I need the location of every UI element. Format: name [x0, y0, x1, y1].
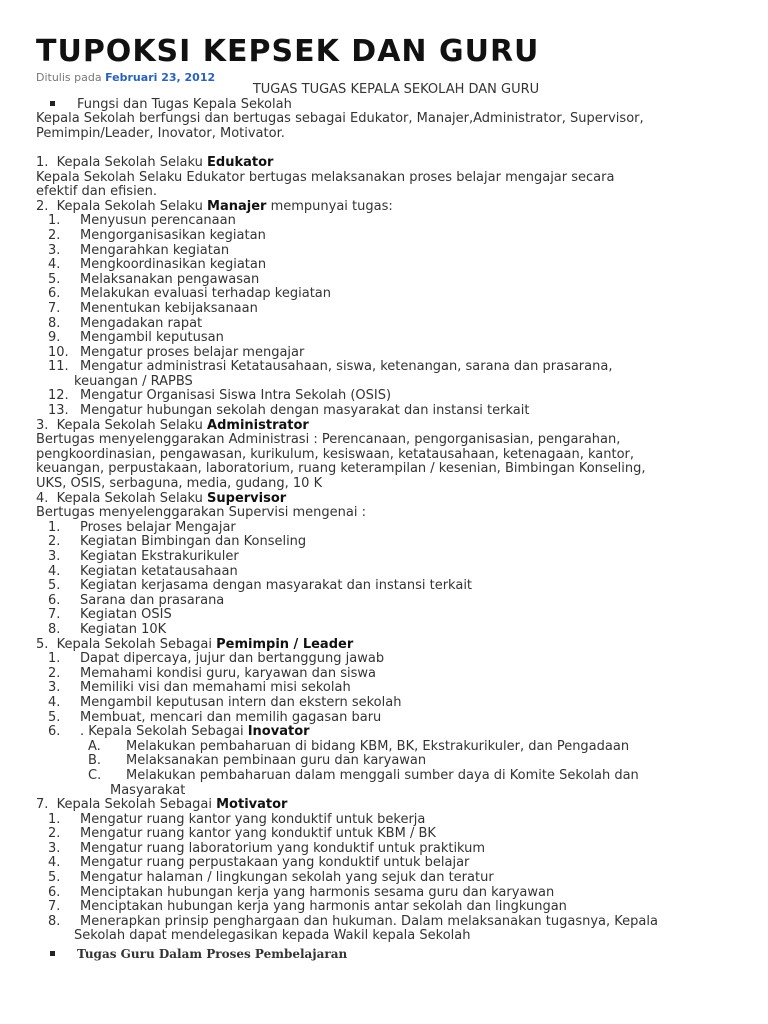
list-item: [36, 711, 736, 726]
list-item-text: Kegiatan OSIS: [80, 607, 172, 623]
list-item: [36, 229, 736, 244]
list-item-text: Menciptakan hubungan kerja yang harmonis antar sekolah dan lingkungan: [80, 899, 567, 915]
list-item: [36, 696, 736, 711]
list-item-text: Mengatur ruang kantor yang konduktif untuk KBM / BK: [80, 826, 436, 842]
list-number: 5.: [48, 709, 61, 725]
list-item-text: Mengadakan rapat: [80, 315, 203, 331]
list-item-text: Sarana dan prasarana: [80, 592, 225, 608]
paragraph-line: Bertugas menyelenggarakan Administrasi : Perencanaan, pengorganisasian, pengarahan,: [36, 432, 621, 448]
meta-prefix: Ditulis pada: [36, 71, 102, 84]
list-item-text: Dapat dipercaya, jujur dan bertanggung jawab: [80, 651, 385, 667]
list-item-text: Mengambil keputusan: [80, 330, 224, 346]
list-number: 8.: [48, 913, 61, 929]
list-item: [36, 244, 736, 259]
list-item: [36, 317, 736, 332]
list-item-text: Kegiatan kerjasama dengan masyarakat dan instansi terkait: [80, 578, 473, 594]
heading-tugas-guru: Tugas Guru Dalam Proses Pembelajaran: [36, 947, 736, 962]
list-item: [36, 856, 736, 871]
list-number: 6.: [48, 592, 61, 608]
list-item-text: Memiliki visi dan memahami misi sekolah: [80, 680, 351, 696]
post-date-link[interactable]: Februari 23, 2012: [105, 71, 216, 84]
list-item-text: Mengatur ruang kantor yang konduktif untuk bekerja: [80, 811, 426, 827]
list-number: 4.: [48, 257, 61, 273]
section-heading-pemimpin: 5. Kepala Sekolah Sebagai Pemimpin / Leader: [36, 636, 354, 652]
list-item: [36, 813, 736, 828]
list-item-text: Mengarahkan kegiatan: [80, 242, 230, 258]
list-item-text: Mengatur ruang laboratorium yang konduktif untuk praktikum: [80, 840, 486, 856]
list-item-text: Mengatur ruang perpustakaan yang konduktif untuk belajar: [80, 855, 470, 871]
list-item: [36, 579, 736, 594]
list-number: 2.: [48, 826, 61, 842]
list-item: [36, 360, 736, 375]
list-item-text: Mengkoordinasikan kegiatan: [80, 257, 267, 273]
list-item: [36, 871, 736, 886]
list-item-text: Menerapkan prinsip penghargaan dan hukuman. Dalam melaksanakan tugasnya, Kepala: [80, 913, 658, 929]
list-item: [36, 594, 736, 609]
sub-list-letter: B.: [88, 753, 102, 769]
list-item: [36, 346, 736, 361]
list-item: [36, 214, 736, 229]
list-number: 8.: [48, 621, 61, 637]
list-item: [36, 258, 736, 273]
section-heading-motivator: 7. Kepala Sekolah Sebagai Motivator: [36, 797, 288, 813]
section-heading-manajer: 2. Kepala Sekolah Selaku Manajer mempunyai tugas:: [36, 198, 393, 214]
list-item: [36, 623, 736, 638]
paragraph-line: UKS, OSIS, serbaguna, media, gudang, 10 K: [36, 476, 323, 492]
paragraph-line: efektif dan efisien.: [36, 184, 158, 200]
list-item-text: Menyusun perencanaan: [80, 213, 236, 229]
list-item: [36, 667, 736, 682]
intro-line: Kepala Sekolah berfungsi dan bertugas sebagai Edukator, Manajer,Administrator, Supervisor,: [36, 111, 644, 127]
list-item-text: Melaksanakan pengawasan: [80, 271, 260, 287]
list-number: 5.: [48, 870, 61, 886]
paragraph-line: keuangan, perpustakaan, laboratorium, ruang keterampilan / kesenian, Bimbingan Konseling,: [36, 461, 646, 477]
list-item-text: Kegiatan 10K: [80, 621, 167, 637]
list-item-text: Proses belajar Mengajar: [80, 519, 236, 535]
list-number: 5.: [48, 271, 61, 287]
list-item-continuation: Masyarakat: [110, 782, 186, 798]
list-item: [36, 331, 736, 346]
subtitle: TUGAS TUGAS KEPALA SEKOLAH DAN GURU: [252, 82, 540, 97]
list-number: 4.: [48, 855, 61, 871]
list-item-text: Mengatur administrasi Ketatausahaan, siswa, ketenangan, sarana dan prasarana,: [80, 359, 613, 375]
article-body: [36, 83, 736, 962]
list-number: 2.: [48, 227, 61, 243]
list-item-text: Kegiatan ketatausahaan: [80, 563, 238, 579]
section-heading-administrator: 3. Kepala Sekolah Selaku Administrator: [36, 417, 309, 433]
list-number: 5.: [48, 578, 61, 594]
sub-list-text: Melakukan pembaharuan dalam menggali sumber daya di Komite Sekolah dan: [126, 767, 639, 783]
list-number: 3.: [48, 549, 61, 564]
list-item: [36, 550, 736, 565]
list-number: 6.: [48, 286, 61, 302]
list-number: 2.: [48, 665, 61, 681]
list-item: [36, 681, 736, 696]
list-item-text: Mengatur Organisasi Siswa Intra Sekolah (OSIS): [80, 388, 392, 404]
list-item: [36, 652, 736, 667]
list-item-text: Mengatur hubungan sekolah dengan masyarakat dan instansi terkait: [80, 403, 530, 419]
list-item-text: Mengatur halaman / lingkungan sekolah yang sejuk dan teratur: [80, 870, 494, 886]
list-number: 7.: [48, 607, 61, 623]
list-number: 3.: [48, 242, 61, 258]
list-item: [36, 287, 736, 302]
list-item: [36, 565, 736, 580]
list-item: [36, 827, 736, 842]
list-number: 1.: [48, 651, 61, 667]
list-number: 1.: [48, 213, 61, 229]
list-item: [36, 886, 736, 901]
list-item-text: Menciptakan hubungan kerja yang harmonis sesama guru dan karyawan: [80, 884, 555, 900]
heading-kepala-sekolah: Fungsi dan Tugas Kepala Sekolah: [36, 98, 736, 113]
intro-line: Pemimpin/Leader, Inovator, Motivator.: [36, 125, 285, 141]
paragraph-line: pengkoordinasian, pengawasan, kurikulum, kesiswaan, ketatausahaan, ketenagaan, kantor,: [36, 446, 634, 462]
list-number: 4.: [48, 694, 61, 710]
sub-list-letter: C.: [88, 767, 102, 783]
list-item-text: Menentukan kebijaksanaan: [80, 300, 258, 316]
list-item-continuation: Sekolah dapat mendelegasikan kepada Wakil kepala Sekolah: [74, 928, 471, 944]
list-number: 13.: [48, 403, 69, 419]
list-number: 6.: [48, 884, 61, 900]
list-number: 8.: [48, 315, 61, 331]
square-bullet-icon: [50, 101, 55, 106]
paragraph-line: Bertugas menyelenggarakan Supervisi mengenai :: [36, 505, 366, 521]
list-item: [36, 404, 736, 419]
list-number: 7.: [48, 300, 61, 316]
section-heading-edukator: 1. Kepala Sekolah Selaku Edukator: [36, 154, 274, 170]
section-heading-supervisor: 4. Kepala Sekolah Selaku Supervisor: [36, 490, 287, 506]
list-item-text: Memahami kondisi guru, karyawan dan siswa: [80, 665, 377, 681]
list-item-text: Melakukan evaluasi terhadap kegiatan: [80, 286, 332, 302]
list-number: 7.: [48, 899, 61, 915]
list-item-text: Kegiatan Ekstrakurikuler: [80, 549, 239, 564]
list-item-text: Mengambil keputusan intern dan ekstern sekolah: [80, 694, 402, 710]
list-number: 9.: [48, 330, 61, 346]
list-number: 3.: [48, 680, 61, 696]
sub-list-letter: A.: [88, 738, 101, 754]
list-number: 2.: [48, 534, 61, 550]
list-item-text: Membuat, mencari dan memilih gagasan baru: [80, 709, 382, 725]
list-number: 1.: [48, 519, 61, 535]
sub-list-item: [36, 754, 736, 769]
list-item: [36, 915, 736, 930]
list-number: 1.: [48, 811, 61, 827]
list-item: [36, 535, 736, 550]
list-item: [36, 842, 736, 857]
list-number: 10.: [48, 344, 69, 360]
list-number: 3.: [48, 840, 61, 856]
paragraph-line: Kepala Sekolah Selaku Edukator bertugas melaksanakan proses belajar mengajar secara: [36, 169, 615, 185]
page-title: TUPOKSI KEPSEK DAN GURU: [36, 34, 540, 69]
square-bullet-icon: [50, 951, 55, 956]
sub-list-text: Melakukan pembaharuan di bidang KBM, BK, Ekstrakurikuler, dan Pengadaan: [126, 738, 630, 754]
list-item-text: Mengorganisasikan kegiatan: [80, 227, 266, 243]
list-item: [36, 302, 736, 317]
list-item-text: Mengatur proses belajar mengajar: [80, 344, 305, 360]
list-item: [36, 521, 736, 536]
list-item-continuation: keuangan / RAPBS: [74, 373, 193, 389]
list-number: 4.: [48, 563, 61, 579]
list-item: [36, 608, 736, 623]
list-item: [36, 900, 736, 915]
list-item: [36, 273, 736, 288]
list-number: 11.: [48, 359, 69, 375]
list-item-text: Kegiatan Bimbingan dan Konseling: [80, 534, 307, 550]
sub-list-text: Melaksanakan pembinaan guru dan karyawan: [126, 753, 427, 769]
sub-list-item: [36, 740, 736, 755]
section-heading-inovator: 6. . Kepala Sekolah Sebagai Inovator: [48, 724, 310, 740]
sub-list-item: [36, 769, 736, 784]
list-item: [36, 389, 736, 404]
list-number: 12.: [48, 388, 69, 404]
